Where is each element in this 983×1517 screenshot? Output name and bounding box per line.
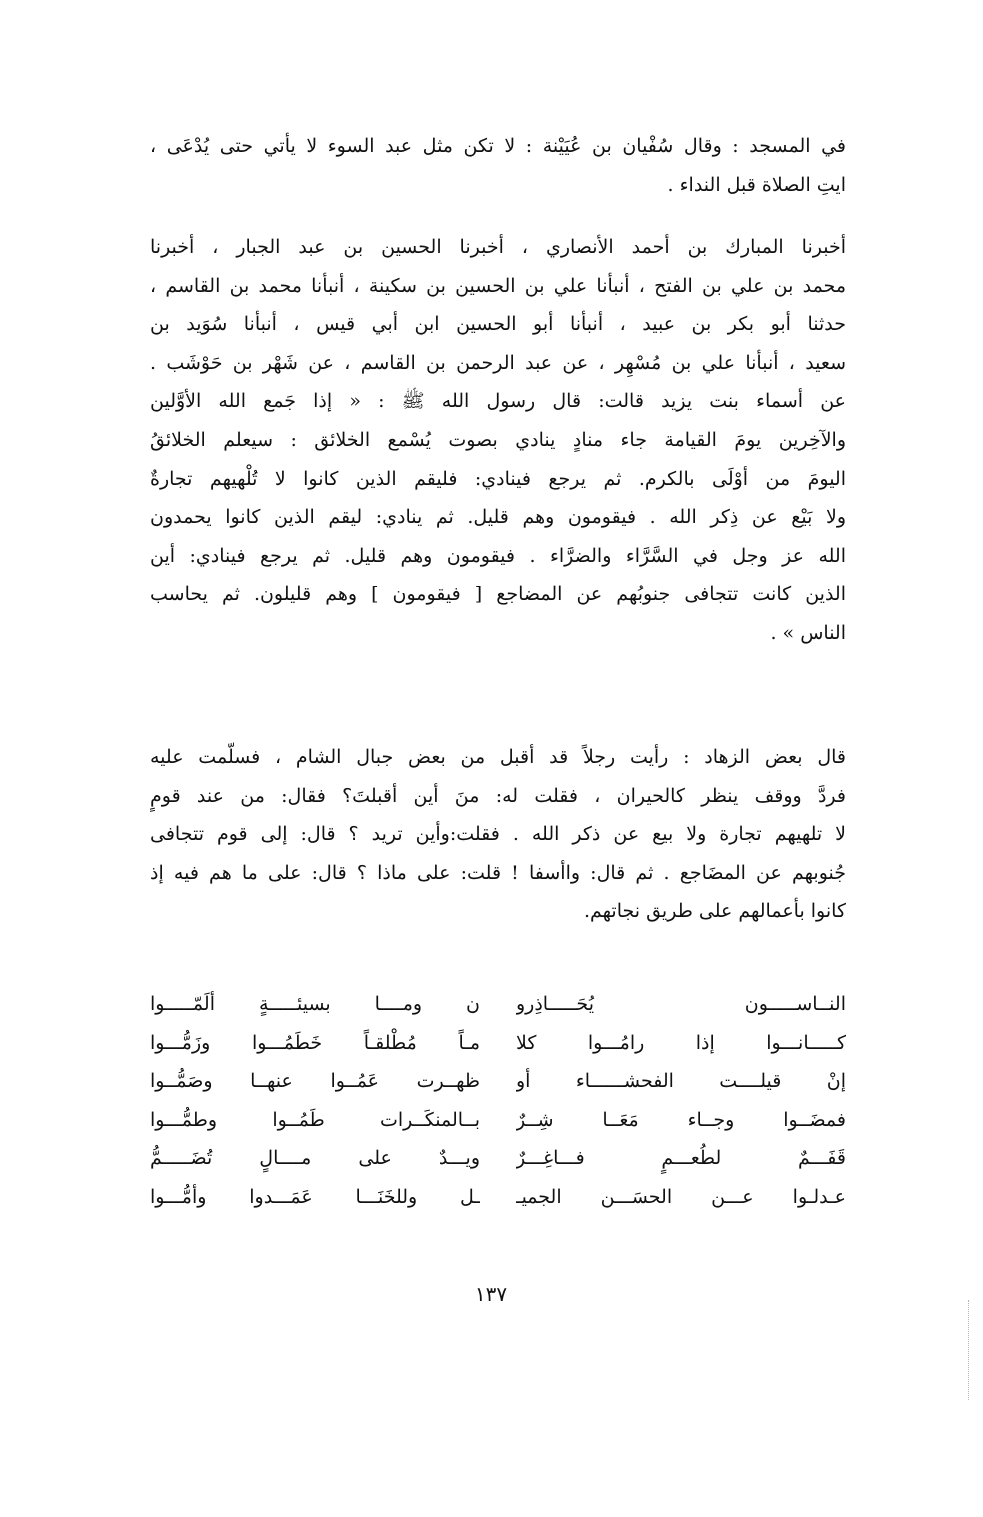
- text-line: اليومَ من أوْلَى بالكرم. ثم يرجع فينادي: فليقم الذين كانوا لا تُلْهيهم تجارةٌ: [150, 467, 846, 490]
- hemistich-first: قَفَـــمٌ لطُعـــمٍ فـــاغِـــرٌ: [516, 1147, 846, 1169]
- text-line: جُنوبهم عن المضَاجع . ثم قال: واأسفا ! قلت: على ماذا ؟ قال: على ما هم فيه إذ: [150, 861, 846, 884]
- text-line: قال بعض الزهاد : رأيت رجلاً قد أقبل من بعض جبال الشام ، فسلّمت عليه: [150, 746, 846, 768]
- text-line: كانوا بأعمالهم على طريق نجاتهم.: [583, 900, 846, 923]
- page-number: ١٣٧: [474, 1282, 508, 1306]
- hemistich-first: النــاســـــون يُحَـــــاذِرو: [516, 993, 846, 1015]
- scan-edge-mark: [968, 1300, 969, 1400]
- paragraph-sufyan-quote: [150, 127, 846, 204]
- poem-verse: [150, 1178, 846, 1217]
- hemistich-first: عـدلـوا عـــن الحسَـــن الجميـ: [516, 1185, 846, 1208]
- text-line: ايتِ الصلاة قبل النداء .: [667, 173, 846, 196]
- poem-verse: [150, 985, 846, 1024]
- text-line: في المسجد : وقال سُفْيان بن عُيَيْنة : لا تكن مثل عبد السوء لا يأتي حتى يُدْعَى ،: [150, 135, 846, 157]
- hemistich-second: ويـــدٌ على مــــالٍ تُضَـــــمُّ: [150, 1147, 480, 1169]
- poem-verse: [150, 1139, 846, 1178]
- text-line: الناس » .: [770, 621, 846, 644]
- text-line: الذين كانت تتجافى جنوبُهم عن المضاجع [ فيقومون ] وهم قليلون. ثم يحاسب: [150, 583, 846, 606]
- text-line: لا تلهيهم تجارة ولا بيع عن ذكر الله . فقلت:وأين تريد ؟ قال: إلى قوم تتجافى: [150, 823, 846, 846]
- poem-verse: [150, 1024, 846, 1063]
- hemistich-second: مـاً مُطْلقـاً خَطَمُـــوا وزَمُّـــوا: [150, 1031, 480, 1054]
- text-line: أخبرنا المبارك بن أحمد الأنصاري ، أخبرنا الحسين بن عبد الجبار ، أخبرنا: [150, 236, 846, 258]
- text-line: فردَّ ووقف ينظر كالحيران ، فقلت له: منَ أين أقبلتَ؟ فقال: من عند قومٍ: [150, 784, 846, 807]
- hemistich-second: بــالمنكَــرات طَمُــوا وطمُّـــوا: [150, 1108, 480, 1131]
- hemistich-first: إنْ قيلــــت الفحشــــــاء أو: [516, 1070, 846, 1092]
- poem-verse: [150, 1101, 846, 1140]
- paragraph-hadith: [150, 228, 846, 653]
- hemistich-second: ظهــرت عَمُــوا عنهــا وصَمُّــوا: [150, 1070, 480, 1092]
- text-line: محمد بن علي بن الفتح ، أنبأنا علي بن الحسين بن سكينة ، أنبأنا محمد بن القاسم ،: [150, 274, 846, 297]
- poem: [150, 985, 846, 1216]
- paragraph-ascetic-story: [150, 738, 846, 931]
- text-line: والآخِرين يومَ القيامة جاء منادٍ ينادي بصوت يُسْمع الخلائق : سيعلم الخلائقُ: [150, 428, 846, 451]
- hemistich-first: كـــــانـــوا إذا رامُـــوا كلا: [516, 1031, 846, 1054]
- poem-verse: [150, 1062, 846, 1101]
- text-line: ولا بَيْع عن ذِكر الله . فيقومون وهم قليل. ثم ينادي: ليقم الذين كانوا يحمدون: [150, 506, 846, 529]
- text-line: حدثنا أبو بكر بن عبيد ، أنبأنا أبو الحسين ابن أبي قيس ، أنبأنا سُوَيد بن: [150, 313, 846, 336]
- hemistich-second: ن ومــــا بسيئـــــةٍ ألَمّـــــوا: [150, 993, 480, 1015]
- text-line: الله عز وجل في السَّرَّاء والضرَّاء . فيقومون وهم قليل. ثم يرجع فينادي: أين: [150, 544, 846, 567]
- hemistich-second: ـل وللخَنَـــا عَمَـــدوا وأمُّـــوا: [150, 1185, 480, 1208]
- text-line: سعيد ، أنبأنا علي بن مُسْهِر ، عن عبد الرحمن بن القاسم ، عن شَهْر بن حَوْشَب .: [150, 351, 846, 374]
- text-line: عن أسماء بنت يزيد قالت: قال رسول الله ﷺ : « إذا جَمع الله الأوَّلين: [150, 390, 846, 413]
- hemistich-first: فمضَــوا وجــاء مَعَــا شِــرٌ: [516, 1108, 846, 1131]
